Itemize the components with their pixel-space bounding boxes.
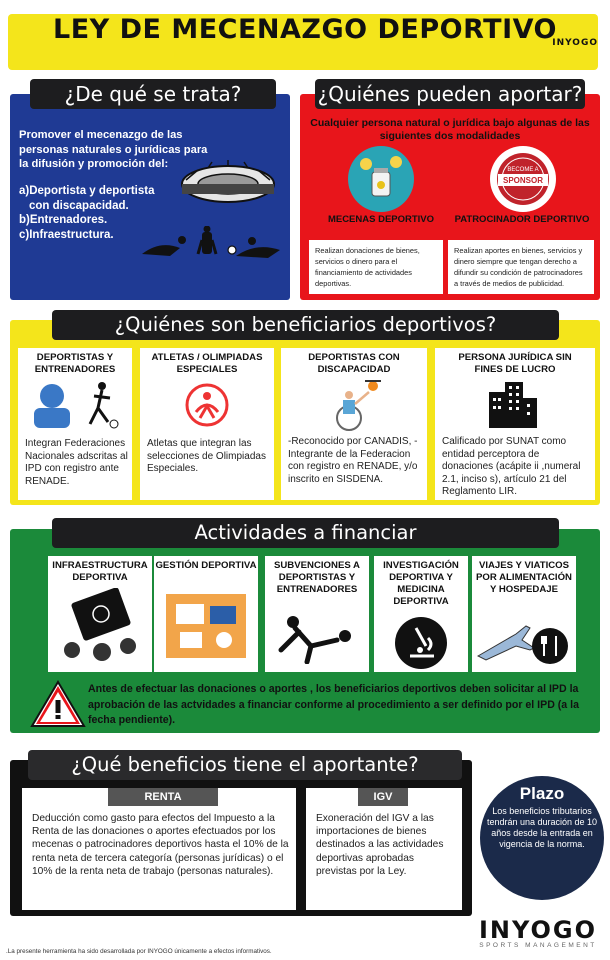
travel-food-icon [476,618,572,666]
beneficiario-card [18,348,132,500]
sponsor-badge-icon [490,146,556,212]
management-desk-icon [166,594,246,658]
beneficiario-card-desc: -Reconocido por CANADIS, -Integrante de la Federacion con registro en RENADE, y/o inscrito en SISDENA. [288,436,418,485]
igv-label: IGV [358,788,408,806]
actividad-card-title: SUBVENCIONES A DEPORTISTAS Y ENTRENADORES [273,560,360,595]
svg-text:SPONSOR: SPONSOR [502,176,544,185]
actividad-card-title: VIAJES Y VIATICOS POR ALIMENTACIÓN Y HOSPEDAJE [476,560,572,595]
warning-icon [30,680,86,728]
beneficiario-card-desc: Calificado por SUNAT como entidad perceptora de donaciones (acápite ii ,numeral 2.1, inciso s), artículo 21 del Reglamento LIR. [442,436,581,497]
wheelchair-basketball-icon [329,378,383,434]
list-item: con discapacidad. [29,199,129,212]
header-logo-name: INYOGO [552,38,598,48]
actividad-card [472,556,576,672]
actividad-card-title: INVESTIGACIÓN DEPORTIVA Y MEDICINA DEPORTIVA [383,560,459,607]
patrocinador-description: Realizan aportes en bienes, servicios y dinero siempre que tengan derecho a difundir su condición de patrocinadores a través de medios de publicidad. [448,240,594,294]
footer-logo-subtitle: SPORTS MANAGEMENT [479,942,597,949]
que-se-trata-intro-text: Promover el mecenazgo de las personas naturales o jurídicas para la difusión y promoción del: [19,129,208,170]
igv-description: Exoneración del IGV a las importaciones de bienes destinados a las actividades deportivas aprobadas previstas por la Ley. [316,813,444,877]
list-item: b)Entrenadores. [19,214,108,226]
stadium-icon [178,158,278,206]
que-se-trata-heading: ¿De qué se trata? [30,79,276,109]
renta-label: RENTA [108,788,218,806]
plazo-title: Plazo [519,784,565,803]
footer-disclaimer: .La presente herramienta ha sido desarrollada por INYOGO únicamente a efectos informativos. [6,948,272,955]
mecenas-description: Realizan donaciones de bienes, servicios o dinero para el financiamiento de actividades deportivas. [309,240,443,294]
quienes-aportan-intro: Cualquier persona natural o jurídica bajo algunas de las siguientes dos modalidades [310,117,590,142]
microscope-icon [394,616,448,670]
actividades-heading: Actividades a financiar [52,518,559,548]
plazo-description: Los beneficios tributarios tendrán una duración de 10 años desde la entrada en vigencia de la norma. [486,806,598,849]
beneficiario-card [140,348,274,500]
igv-card [306,788,462,910]
beneficiario-card-desc: Atletas que integran las selecciones de Olimpiadas Especiales. [147,438,266,474]
beneficiario-card-desc: Integran Federaciones Nacionales adscritas al IPD con registro ante RENADE. [25,438,128,487]
actividad-card-title: INFRAESTRUCTURA DEPORTIVA [52,560,148,583]
que-se-trata-list [19,184,154,242]
actividad-card-title: GESTIÓN DEPORTIVA [155,560,257,571]
special-olympics-icon [184,382,230,428]
building-icon [487,382,539,428]
actividades-notice-text: Antes de efectuar las donaciones o aportes , los beneficiarios deportivos deben solicitar al IPD la aprobación de las actvidades a financiar conforme al procedimiento a ser definido por el IPD (a la fecha pendiente). [88,683,579,726]
actividad-card [265,556,369,672]
beneficiario-card [281,348,427,500]
beneficios-heading: ¿Qué beneficios tiene el aportante? [28,750,462,780]
list-item: c)Infraestructura. [19,228,114,241]
page-title: LEY DE MECENAZGO DEPORTIVO [52,14,558,45]
header-logo [552,38,598,48]
beneficiario-card-title: PERSONA JURÍDICA SIN FINES DE LUCRO [458,352,572,375]
soccer-field-icon [62,588,138,668]
coach-player-icon [28,378,124,430]
beneficiario-card-title: ATLETAS / OLIMPIADAS ESPECIALES [151,352,263,375]
quienes-aportan-heading: ¿Quiénes pueden aportar? [315,79,585,109]
renta-description: Deducción como gasto para efectos del Impuesto a la Renta de las donaciones o aportes efectuados por los mecenas o patrocinadores deportivos hasta el 10% de la renta neta de tercera categoría (personas jurídicas) o el 10% de la renta neta de trabajo (personas naturales). [32,813,289,877]
actividad-card [154,556,258,672]
sponsor-badge-text: BECOME A [507,167,539,173]
actividad-card [48,556,152,672]
athlete-training-icon [277,610,357,664]
actividad-card [374,556,468,672]
donation-jar-icon [348,146,414,212]
athletes-icon [140,226,286,262]
list-item: a)Deportista y deportista [19,185,155,197]
mecenas-label: MECENAS DEPORTIVO [327,214,435,225]
footer-logo: INYOGO [478,916,598,944]
beneficiarios-heading: ¿Quiénes son beneficiarios deportivos? [52,310,559,340]
patrocinador-label: PATROCINADOR DEPORTIVO [454,214,590,225]
renta-card [22,788,296,910]
beneficiario-card [435,348,595,500]
beneficiario-card-title: DEPORTISTAS CON DISCAPACIDAD [308,352,400,375]
beneficiario-card-title: DEPORTISTAS Y ENTRENADORES [34,352,116,375]
